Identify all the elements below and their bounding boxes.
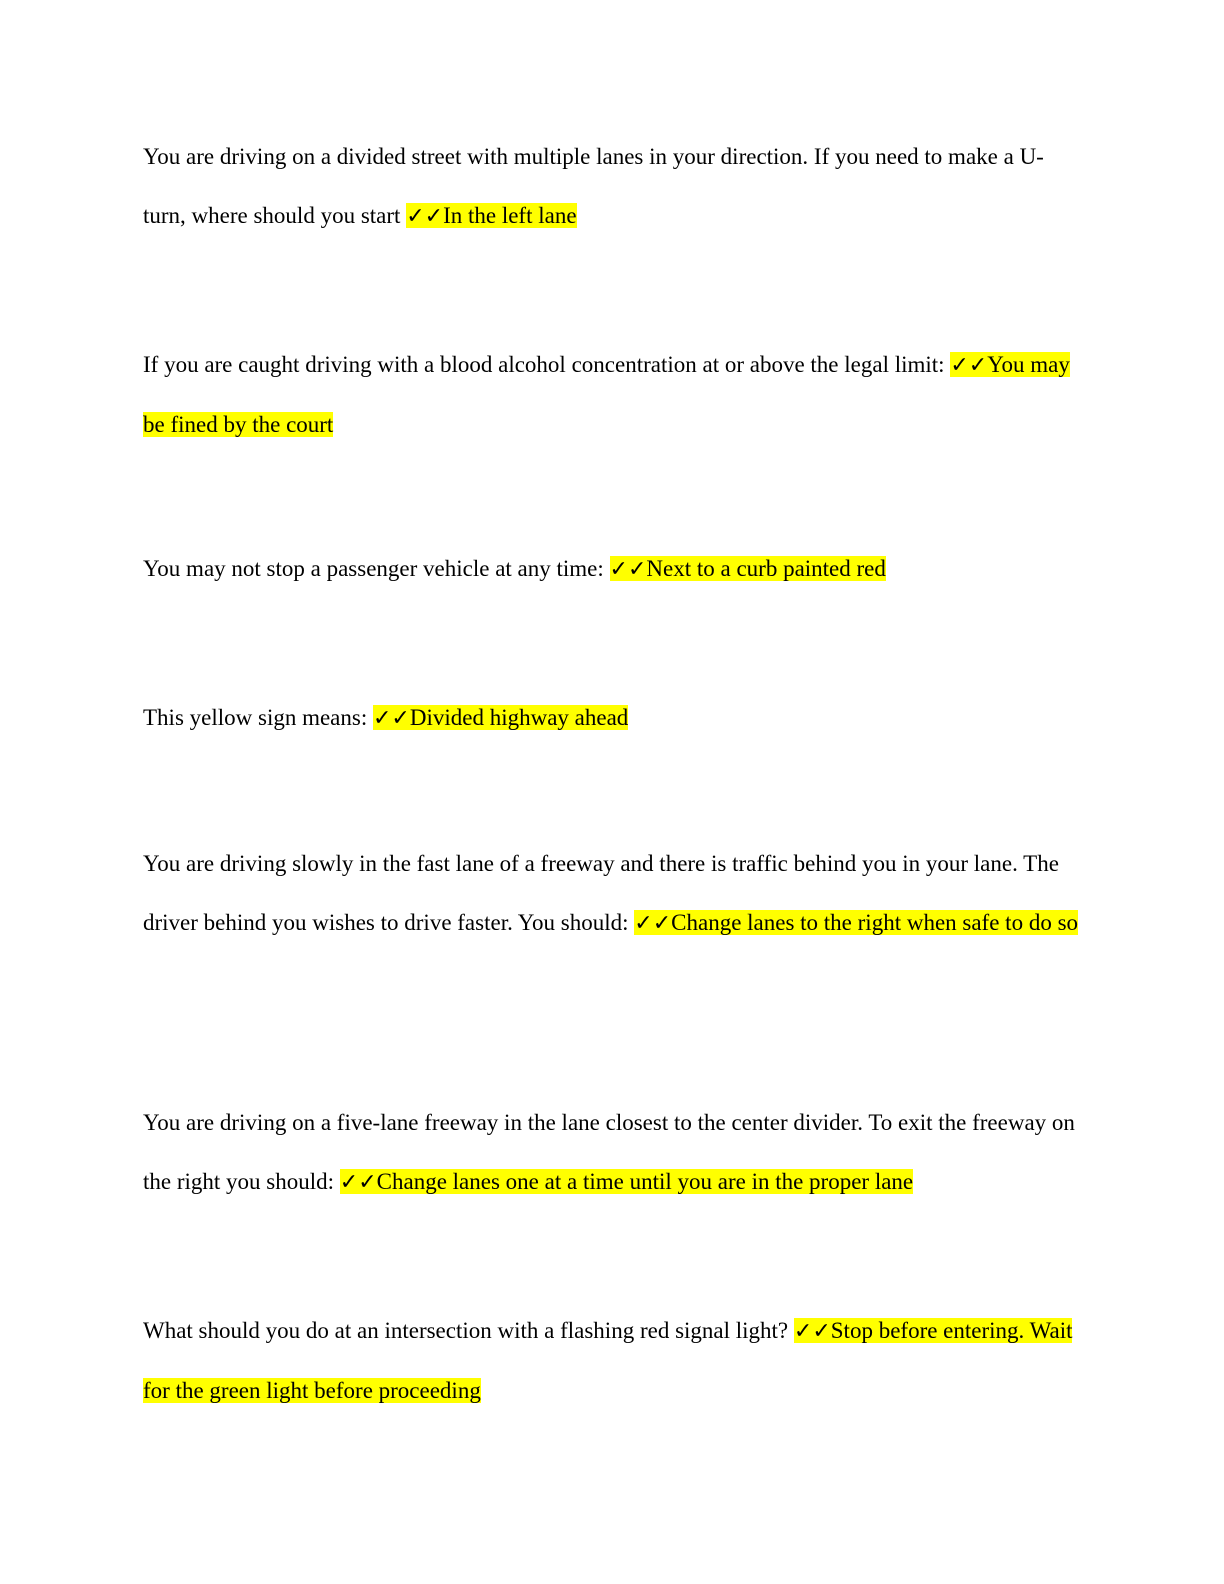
question-text: If you are caught driving with a blood alcohol concentration at or above the legal limit:	[143, 352, 945, 377]
checkmark-icon: ✓✓	[634, 911, 672, 936]
checkmark-icon: ✓✓	[372, 706, 410, 731]
question-text: You may not stop a passenger vehicle at any time:	[143, 556, 604, 581]
checkmark-icon: ✓✓	[793, 1319, 831, 1344]
question-item	[143, 127, 1083, 246]
question-text: You are driving on a divided street with multiple lanes in your direction. If you need to make a U-turn, where should you start	[143, 144, 1044, 228]
question-item	[143, 1301, 1083, 1420]
answer-text: You may be fined by the court	[143, 352, 1070, 437]
question-item	[143, 1093, 1083, 1212]
question-text: You are driving on a five-lane freeway in the lane closest to the center divider. To exit the freeway on the right you should:	[143, 1110, 1075, 1194]
answer-text: Stop before entering. Wait for the green light before proceeding	[143, 1318, 1073, 1403]
checkmark-icon: ✓✓	[406, 204, 444, 229]
answer-text: In the left lane	[443, 203, 577, 228]
question-item	[143, 688, 1083, 748]
answer-text: Change lanes one at a time until you are in the proper lane	[376, 1169, 914, 1194]
answer-highlight	[373, 705, 628, 730]
question-item	[143, 834, 1083, 953]
answer-highlight	[634, 910, 1078, 935]
question-item	[143, 335, 1083, 454]
question-text: This yellow sign means:	[143, 705, 368, 730]
question-text: You are driving slowly in the fast lane of a freeway and there is traffic behind you in your lane. The driver behind you wishes to drive faster. You should:	[143, 851, 1059, 935]
answer-text: Divided highway ahead	[409, 705, 629, 730]
answer-highlight	[610, 556, 886, 581]
checkmark-icon: ✓✓	[950, 353, 988, 378]
checkmark-icon: ✓✓	[609, 557, 647, 582]
checkmark-icon: ✓✓	[339, 1170, 377, 1195]
answer-text: Change lanes to the right when safe to do so	[671, 910, 1079, 935]
answer-text: Next to a curb painted red	[646, 556, 886, 581]
question-text: What should you do at an intersection with a flashing red signal light?	[143, 1318, 789, 1343]
answer-highlight	[406, 203, 576, 228]
question-item	[143, 539, 1083, 599]
answer-highlight	[340, 1169, 913, 1194]
